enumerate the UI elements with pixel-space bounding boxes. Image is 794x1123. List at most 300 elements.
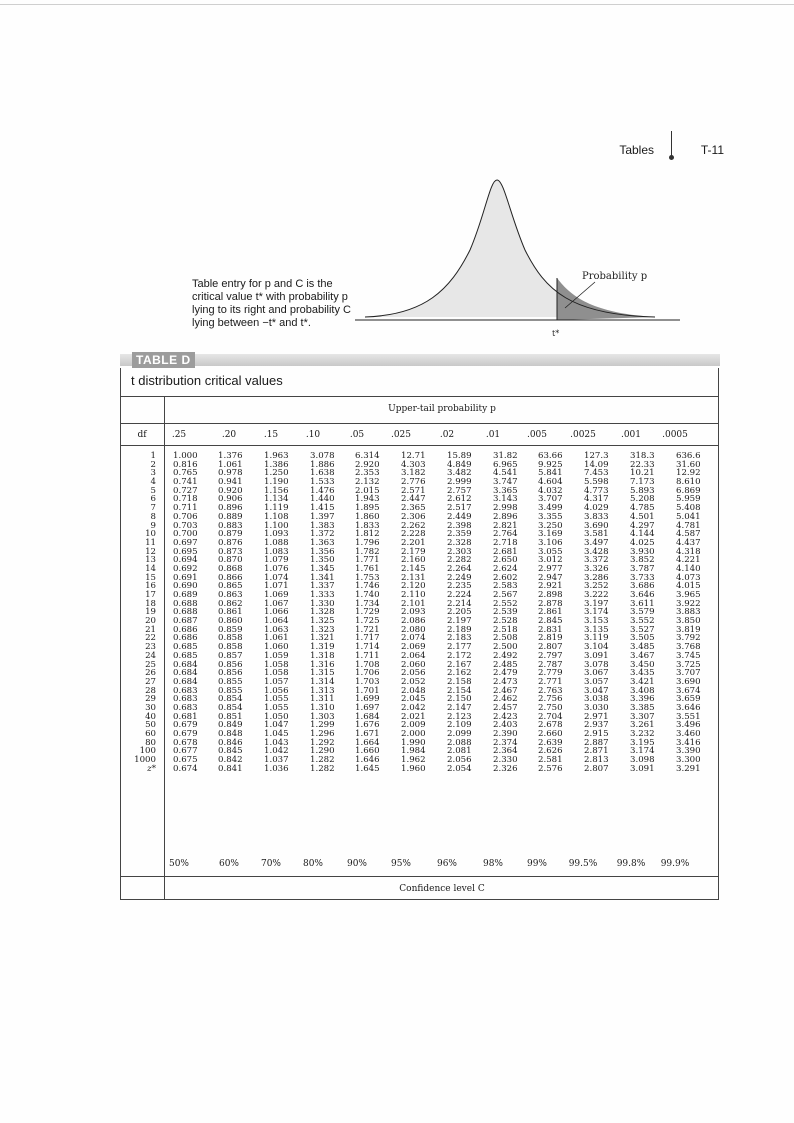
table-tag-bar (120, 352, 720, 368)
table-cell: 1.415 (310, 503, 335, 514)
table-cell: 2.154 (447, 685, 472, 696)
table-cell: 1.043 (264, 737, 289, 748)
table-cell: 0.700 (173, 529, 198, 540)
table-cell: 1.761 (355, 563, 380, 574)
table-cell: 2.177 (447, 642, 472, 653)
table-cell: 2.937 (584, 720, 609, 731)
table-cell: 1.037 (264, 755, 289, 766)
table-cell: 1.061 (218, 459, 243, 470)
p-header: .15 (263, 430, 279, 440)
table-column (310, 452, 335, 773)
table-cell: 1.315 (310, 668, 335, 679)
table-cell: 1.753 (355, 572, 380, 583)
table-cell: 1.061 (264, 633, 289, 644)
table-cell: 2.473 (493, 676, 518, 687)
header-divider (671, 131, 672, 157)
table-cell: 1.325 (310, 616, 335, 627)
table-cell: 1.771 (355, 555, 380, 566)
table-cell: 2.064 (401, 650, 426, 661)
table-cell: 3.579 (630, 607, 655, 618)
table-cell: 0.741 (173, 477, 198, 488)
table-cell: 4.303 (401, 459, 426, 470)
table-cell: 0.687 (173, 616, 198, 627)
table-cell: 15.89 (447, 451, 472, 461)
table-cell: 1.045 (264, 729, 289, 739)
table-cell: 2.109 (447, 720, 472, 731)
table-cell: 0.690 (173, 581, 198, 592)
table-cell: 2.056 (401, 668, 426, 679)
df-value: 20 (145, 616, 156, 627)
table-cell: 5.841 (538, 468, 563, 479)
table-cell: 2.052 (401, 676, 426, 687)
table-cell: 3.091 (630, 763, 655, 774)
table-column (538, 452, 563, 773)
table-cell: 2.776 (401, 477, 426, 488)
table-cell: 2.398 (447, 520, 472, 531)
table-cell: 1.296 (310, 729, 335, 739)
table-cell: 3.195 (630, 737, 655, 748)
table-cell: 3.057 (584, 676, 609, 687)
table-cell: 3.169 (538, 529, 563, 540)
table-cell: 0.686 (173, 633, 198, 644)
table-cell: 0.765 (173, 468, 198, 479)
table-cell: 2.110 (401, 590, 426, 600)
table-cell: 1.303 (310, 711, 335, 722)
table-cell: 6.965 (493, 459, 518, 470)
table-cell: 2.539 (493, 607, 518, 618)
table-cell: 2.423 (493, 711, 518, 722)
table-cell: 2.359 (447, 529, 472, 540)
p-header: .05 (349, 430, 365, 440)
table-cell: 1.960 (401, 763, 426, 774)
table-cell: 2.915 (584, 729, 609, 739)
table-cell: 1.190 (264, 477, 289, 488)
table-cell: 3.581 (584, 529, 609, 540)
table-cell: 5.208 (630, 494, 655, 505)
confidence-value: 99.9% (660, 859, 690, 869)
table-cell: 2.099 (447, 729, 472, 739)
table-cell: 1.083 (264, 546, 289, 557)
table-cell: 0.703 (173, 520, 198, 531)
table-cell: 12.71 (401, 451, 426, 461)
table-cell: 5.959 (676, 494, 701, 505)
table-cell: 0.879 (218, 529, 243, 540)
table-cell: 2.479 (493, 668, 518, 679)
table-cell: 2.015 (355, 485, 380, 496)
table-cell: 1.740 (355, 590, 380, 600)
table-cell: 2.179 (401, 546, 426, 557)
table-cell: 3.326 (584, 563, 609, 574)
table-cell: 1.313 (310, 685, 335, 696)
table-cell: 1.676 (355, 720, 380, 731)
df-value: 80 (145, 737, 156, 748)
table-cell: 3.428 (584, 546, 609, 557)
table-cell: 2.602 (493, 572, 518, 583)
table-cell: 0.675 (173, 755, 198, 766)
table-cell: 1.383 (310, 520, 335, 531)
table-cell: 1.645 (355, 763, 380, 774)
table-cell: 2.056 (447, 755, 472, 766)
table-cell: 31.82 (493, 451, 518, 461)
section-name: Tables (619, 143, 654, 157)
table-cell: 1.060 (264, 642, 289, 653)
table-cell: 2.000 (401, 729, 426, 739)
table-cell: 2.374 (493, 737, 518, 748)
table-cell: 0.841 (218, 763, 243, 774)
df-value: 50 (145, 720, 156, 731)
df-value: 25 (145, 659, 156, 670)
table-cell: 1.076 (264, 563, 289, 574)
table-cell: 5.408 (676, 503, 701, 514)
table-cell: 1.703 (355, 676, 380, 687)
df-value: 28 (145, 685, 156, 696)
table-cell: 4.541 (493, 468, 518, 479)
table-cell: 3.078 (310, 451, 335, 461)
table-cell: 0.896 (218, 503, 243, 514)
table-cell: 0.685 (173, 650, 198, 661)
table-cell: 2.887 (584, 737, 609, 748)
table-cell: 4.604 (538, 477, 563, 488)
df-value: 1 (150, 451, 156, 461)
table-cell: 2.330 (493, 755, 518, 766)
table-cell: 1.962 (401, 755, 426, 766)
table-cell: 1.860 (355, 511, 380, 522)
top-rule (0, 4, 794, 5)
confidence-value: 96% (436, 859, 457, 869)
table-cell: 0.889 (218, 511, 243, 522)
table-cell: 1.058 (264, 668, 289, 679)
table-cell: 1.290 (310, 746, 335, 757)
df-value: 26 (145, 668, 156, 679)
df-value: 24 (145, 650, 156, 661)
table-cell: 2.150 (447, 694, 472, 705)
table-cell: 0.862 (218, 598, 243, 609)
table-cell: 2.101 (401, 598, 426, 609)
table-cell: 6.314 (355, 451, 380, 461)
table-cell: 0.706 (173, 511, 198, 522)
p-header: .025 (390, 430, 412, 440)
table-cell: 0.859 (218, 624, 243, 635)
tag-bar-fill (120, 354, 720, 366)
table-cell: 0.697 (173, 537, 198, 548)
table-cell: 10.21 (630, 468, 655, 479)
p-header: .25 (171, 430, 187, 440)
table-cell: 2.249 (447, 572, 472, 583)
confidence-value: 90% (346, 859, 367, 869)
table-cell: 1.533 (310, 477, 335, 488)
table-cell: 4.297 (630, 520, 655, 531)
table-cell: 2.681 (493, 546, 518, 557)
table-cell: 5.893 (630, 485, 655, 496)
table-column (630, 452, 655, 773)
table-cell: 2.898 (538, 590, 563, 600)
table-cell: 2.042 (401, 702, 426, 713)
table-cell: 2.120 (401, 581, 426, 592)
table-cell: 63.66 (538, 451, 563, 461)
table-cell: 3.098 (630, 755, 655, 766)
table-cell: 0.868 (218, 563, 243, 574)
table-cell: 2.581 (538, 755, 563, 766)
p-header: .005 (526, 430, 548, 440)
table-cell: 2.977 (538, 563, 563, 574)
table-cell: 2.779 (538, 668, 563, 679)
table-cell: 2.571 (401, 485, 426, 496)
table-cell: 127.3 (584, 451, 609, 461)
table-cell: 3.106 (538, 537, 563, 548)
p-header: .10 (305, 430, 321, 440)
table-cell: 2.500 (493, 642, 518, 653)
table-cell: 4.029 (584, 503, 609, 514)
table-cell: 2.167 (447, 659, 472, 670)
table-cell: 3.372 (584, 555, 609, 566)
table-cell: 2.896 (493, 511, 518, 522)
table-cell: 1.714 (355, 642, 380, 653)
table-tag: TABLE D (132, 352, 195, 368)
table-cell: 2.069 (401, 642, 426, 653)
table-cell: 3.733 (630, 572, 655, 583)
table-cell: 3.499 (538, 503, 563, 514)
table-cell: 0.688 (173, 598, 198, 609)
p-header: .001 (620, 430, 642, 440)
p-header: .0025 (570, 430, 596, 440)
table-cell: 3.725 (676, 659, 701, 670)
table-cell: 3.286 (584, 572, 609, 583)
table-cell: 0.906 (218, 494, 243, 505)
table-cell: 1.282 (310, 755, 335, 766)
table-cell: 2.021 (401, 711, 426, 722)
table-cell: 1.990 (401, 737, 426, 748)
table-cell: 2.678 (538, 720, 563, 731)
table-cell: 0.816 (173, 459, 198, 470)
table-cell: 1.047 (264, 720, 289, 731)
table-cell: 3.435 (630, 668, 655, 679)
table-cell: 4.849 (447, 459, 472, 470)
table-entry-note: Table entry for p and C is the critical value t* with probability p lying to its right and probability C lying between −t* and t*. (192, 278, 351, 329)
table-cell: 5.598 (584, 477, 609, 488)
table-cell: 1.701 (355, 685, 380, 696)
table-cell: 0.679 (173, 729, 198, 739)
table-cell: 2.626 (538, 746, 563, 757)
table-cell: 2.449 (447, 511, 472, 522)
table-cell: 2.205 (447, 607, 472, 618)
table-cell: 0.876 (218, 537, 243, 548)
table-cell: 4.773 (584, 485, 609, 496)
table-cell: 3.792 (676, 633, 701, 644)
table-cell: 1.093 (264, 529, 289, 540)
table-cell: 0.873 (218, 546, 243, 557)
table-cell: 2.492 (493, 650, 518, 661)
table-cell: 1.684 (355, 711, 380, 722)
table-cell: 1.318 (310, 650, 335, 661)
table-cell: 12.92 (676, 468, 701, 479)
table-cell: 1.812 (355, 529, 380, 540)
table-cell: 1.079 (264, 555, 289, 566)
table-cell: 0.857 (218, 650, 243, 661)
table-cell: 1.134 (264, 494, 289, 505)
table-cell: 2.878 (538, 598, 563, 609)
confidence-value: 99.8% (616, 859, 646, 869)
table-cell: 3.527 (630, 624, 655, 635)
table-cell: 2.861 (538, 607, 563, 618)
table-cell: 1.321 (310, 633, 335, 644)
rule-under-upper (120, 423, 719, 424)
table-cell: 4.317 (584, 494, 609, 505)
table-cell: 4.140 (676, 563, 701, 574)
probability-label: Probability p (582, 271, 648, 282)
table-cell: 2.567 (493, 590, 518, 600)
df-value: 16 (145, 581, 156, 592)
confidence-label: Confidence level C (399, 884, 485, 894)
table-cell: 2.048 (401, 685, 426, 696)
table-cell: 3.497 (584, 537, 609, 548)
table-cell: 1.328 (310, 607, 335, 618)
table-cell: 2.921 (538, 581, 563, 592)
table-column (218, 452, 243, 773)
table-cell: 3.686 (630, 581, 655, 592)
table-cell: 31.60 (676, 459, 701, 470)
table-cell: 0.920 (218, 485, 243, 496)
table-cell: 3.396 (630, 694, 655, 705)
table-cell: 3.707 (676, 668, 701, 679)
table-cell: 2.060 (401, 659, 426, 670)
table-cell: 4.032 (538, 485, 563, 496)
df-value: z* (147, 763, 156, 774)
table-cell: 0.695 (173, 546, 198, 557)
table-cell: 0.686 (173, 624, 198, 635)
table-cell: 0.858 (218, 633, 243, 644)
table-cell: 0.855 (218, 676, 243, 687)
table-cell: 1.055 (264, 702, 289, 713)
table-cell: 2.353 (355, 468, 380, 479)
table-cell: 3.690 (676, 676, 701, 687)
table-column (264, 452, 289, 773)
table-cell: 3.250 (538, 520, 563, 531)
df-value: 14 (145, 563, 156, 574)
table-cell: 3.965 (676, 590, 701, 600)
table-cell: 0.855 (218, 685, 243, 696)
df-value: 23 (145, 642, 156, 653)
table-cell: 3.067 (584, 668, 609, 679)
table-cell: 1.725 (355, 616, 380, 627)
table-cell: 2.583 (493, 581, 518, 592)
table-cell: 4.015 (676, 581, 701, 592)
table-cell: 4.025 (630, 537, 655, 548)
table-cell: 2.821 (493, 520, 518, 531)
table-cell: 1.943 (355, 494, 380, 505)
table-cell: 1.333 (310, 590, 335, 600)
table-cell: 2.756 (538, 694, 563, 705)
table-cell: 1.292 (310, 737, 335, 748)
table-cell: 2.306 (401, 511, 426, 522)
table-cell: 2.871 (584, 746, 609, 757)
table-cell: 2.552 (493, 598, 518, 609)
table-cell: 2.080 (401, 624, 426, 635)
table-cell: 4.501 (630, 511, 655, 522)
table-cell: 2.807 (538, 642, 563, 653)
table-cell: 3.505 (630, 633, 655, 644)
table-cell: 4.781 (676, 520, 701, 531)
table-cell: 2.518 (493, 624, 518, 635)
confidence-value: 95% (390, 859, 411, 869)
table-cell: 3.078 (584, 659, 609, 670)
table-cell: 3.385 (630, 702, 655, 713)
table-cell: 8.610 (676, 477, 701, 488)
table-cell: 4.221 (676, 555, 701, 566)
df-value: 5 (150, 485, 156, 496)
p-header: .02 (439, 430, 455, 440)
df-value: 40 (145, 711, 156, 722)
table-cell: 3.012 (538, 555, 563, 566)
table-cell: 2.650 (493, 555, 518, 566)
t-distribution-figure (355, 170, 685, 350)
table-cell: 1.323 (310, 624, 335, 635)
table-cell: 4.073 (676, 572, 701, 583)
df-value: 9 (150, 520, 156, 531)
table-cell: 2.123 (447, 711, 472, 722)
table-cell: 3.408 (630, 685, 655, 696)
table-cell: 2.303 (447, 546, 472, 557)
table-cell: 2.612 (447, 494, 472, 505)
table-cell: 2.189 (447, 624, 472, 635)
table-cell: 1.721 (355, 624, 380, 635)
table-cell: 0.851 (218, 711, 243, 722)
table-cell: 2.797 (538, 650, 563, 661)
table-cell: 3.852 (630, 555, 655, 566)
table-cell: 1.337 (310, 581, 335, 592)
tstar-label: t* (552, 329, 560, 338)
table-cell: 3.135 (584, 624, 609, 635)
table-cell: 1.440 (310, 494, 335, 505)
table-cell: 3.174 (630, 746, 655, 757)
df-value: 30 (145, 702, 156, 713)
p-header: .20 (221, 430, 237, 440)
table-column (493, 452, 518, 773)
table-cell: 22.33 (630, 459, 655, 470)
table-cell: 3.104 (584, 642, 609, 653)
table-cell: 3.450 (630, 659, 655, 670)
table-cell: 1.055 (264, 694, 289, 705)
table-cell: 0.863 (218, 590, 243, 600)
table-cell: 1.314 (310, 676, 335, 687)
table-cell: 0.849 (218, 720, 243, 731)
table-cell: 2.718 (493, 537, 518, 548)
table-cell: 3.690 (584, 520, 609, 531)
table-cell: 3.291 (676, 763, 701, 774)
table-cell: 0.858 (218, 642, 243, 653)
table-cell: 3.883 (676, 607, 701, 618)
table-cell: 2.145 (401, 563, 426, 574)
df-value: 15 (145, 572, 156, 583)
table-cell: 2.704 (538, 711, 563, 722)
rule-under-headers (120, 445, 719, 446)
table-cell: 3.611 (630, 598, 655, 609)
table-cell: 9.925 (538, 459, 563, 470)
table-cell: 3.646 (630, 590, 655, 600)
table-cell: 2.845 (538, 616, 563, 627)
table-cell: 2.576 (538, 763, 563, 774)
table-cell: 2.214 (447, 598, 472, 609)
table-cell: 3.930 (630, 546, 655, 557)
table-column (355, 452, 380, 773)
table-cell: 3.307 (630, 711, 655, 722)
table-cell: 1.056 (264, 685, 289, 696)
confidence-value: 99.5% (568, 859, 598, 869)
table-cell: 3.300 (676, 755, 701, 766)
table-cell: 2.132 (355, 477, 380, 488)
upper-tail-label: Upper-tail probability p (388, 404, 496, 414)
table-cell: 0.727 (173, 485, 198, 496)
confidence-value: 98% (482, 859, 503, 869)
